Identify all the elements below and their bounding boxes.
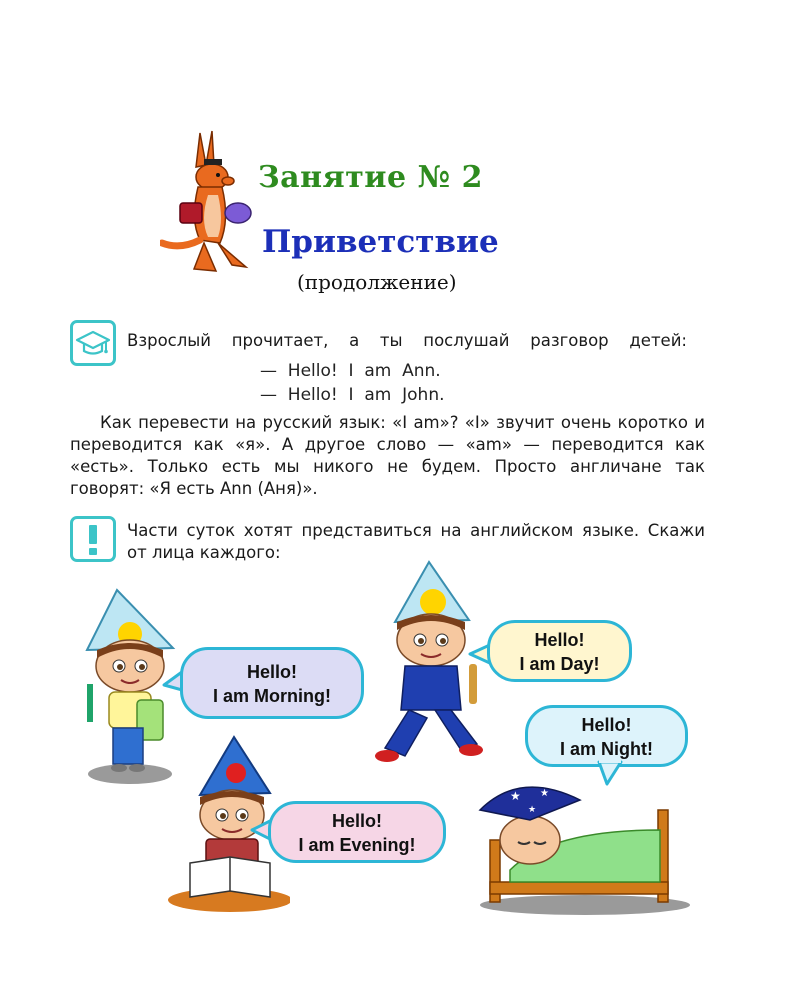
speech-bubble-night xyxy=(525,705,688,767)
svg-text:★: ★ xyxy=(540,788,549,799)
bubble-phrase: I am Evening! xyxy=(298,835,416,855)
dialogue-line: — Hello! I am John. xyxy=(260,385,445,405)
topic-subtitle: (продолжение) xyxy=(297,270,457,294)
bubble-phrase: I am Morning! xyxy=(213,686,331,706)
bubble-greeting: Hello! xyxy=(581,715,632,735)
topic-title: Приветствие xyxy=(262,224,499,260)
graduation-cap-icon xyxy=(70,320,116,366)
svg-text:★: ★ xyxy=(528,805,537,815)
lesson-title: Занятие № 2 xyxy=(258,160,483,195)
explanation-paragraph xyxy=(70,412,705,500)
exercise-instruction: Взрослый прочитает, а ты послушай разговор детей: xyxy=(127,331,687,350)
bubble-greeting: Hello! xyxy=(246,662,297,682)
exclamation-icon xyxy=(70,516,116,562)
bubble-phrase: I am Night! xyxy=(560,739,653,759)
dialogue-line: — Hello! I am Ann. xyxy=(260,361,441,381)
speech-bubble-day xyxy=(487,620,632,682)
bubble-greeting: Hello! xyxy=(534,630,585,650)
bubble-greeting: Hello! xyxy=(331,811,382,831)
bubble-phrase: I am Day! xyxy=(519,654,600,674)
speech-bubble-evening xyxy=(268,801,446,863)
svg-text:★: ★ xyxy=(510,789,521,803)
dialogue xyxy=(260,359,445,407)
kangaroo-icon xyxy=(160,125,255,275)
night-character xyxy=(470,770,695,920)
task-instruction: Части суток хотят представиться на английском языке. Скажи от лица каждого: xyxy=(127,521,705,562)
explanation-text: Как перевести на русский язык: «I am»? «I» звучит очень коротко и переводится как «я». А другое слово — «am» — переводится как «есть». Только есть мы никого не будем. Просто англичане так говорят: «Я есть Ann (Аня)». xyxy=(70,413,705,498)
speech-bubble-morning xyxy=(180,647,364,719)
